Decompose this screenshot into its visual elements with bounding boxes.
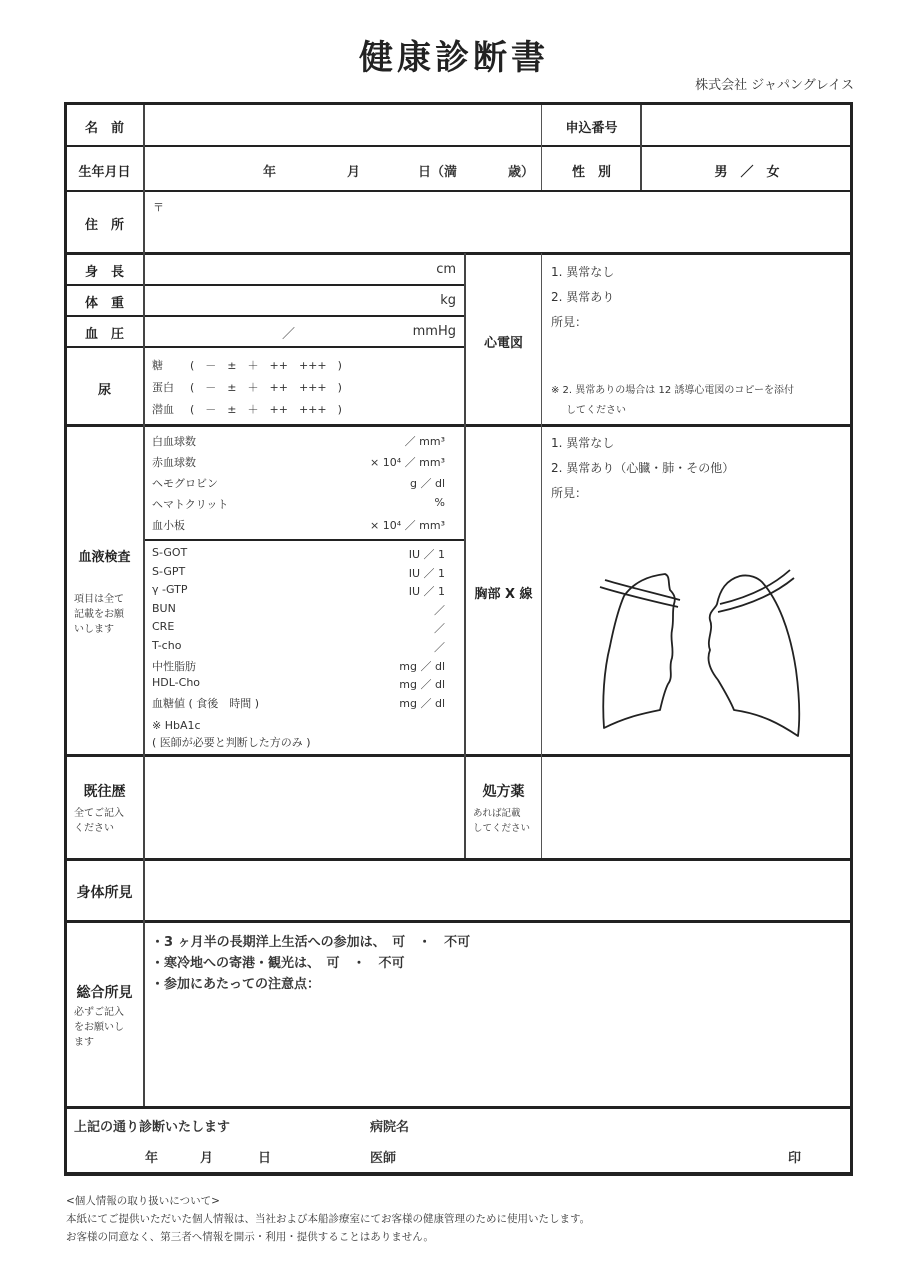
blood-test-item-name: γ -GTP: [152, 583, 188, 597]
column-divider: [541, 253, 542, 858]
privacy-line2: お客様の同意なく、第三者へ情報を開示・利用・提供することはありません。: [66, 1231, 434, 1243]
blood-pressure-label: 血 圧: [84, 327, 124, 342]
medical-history-note: [74, 806, 124, 836]
name-field[interactable]: [146, 106, 539, 144]
blood-pressure-separator: ／: [282, 327, 296, 342]
birthdate-label: 生年月日: [78, 165, 131, 180]
blood-test-item-name: S-GOT: [152, 546, 188, 559]
blood-test-item-name: ヘマトクリット: [152, 498, 229, 511]
overall-findings-label: 総合所見: [76, 985, 133, 1001]
divider: [64, 920, 853, 923]
blood-test-note-line: いします: [74, 624, 114, 635]
ecg-option-abnormal[interactable]: 2. 異常あり: [551, 290, 615, 304]
xray-option-abnormal[interactable]: 2. 異常あり（心臓・肺・その他）: [551, 461, 735, 475]
ecg-note-line2: してください: [566, 405, 626, 416]
blood-test-item-name: 血小板: [152, 519, 185, 532]
column-divider: [541, 105, 542, 190]
blood-test-item-name: ヘモグロビン: [152, 477, 218, 490]
ecg-option-normal[interactable]: 1. 異常なし: [551, 265, 615, 279]
blood-test-item-name: 白血球数: [152, 435, 196, 448]
overall-findings-note-line: 必ずご記入: [74, 1007, 124, 1018]
blood-test-note: [74, 592, 124, 637]
blood-test-item-unit: ／: [434, 641, 445, 654]
prescription-note: [473, 806, 530, 836]
birth-month-unit: 月: [347, 165, 361, 180]
privacy-line1: 本紙にてご提供いただいた個人情報は、当社および本船診療室にてお客様の健康管理のために使用いたします。: [66, 1213, 591, 1225]
birth-day-unit: 日（満: [418, 165, 458, 180]
xray-option-normal[interactable]: 1. 異常なし: [551, 436, 615, 450]
signature-month-unit: 月: [200, 1151, 214, 1166]
hospital-name-label: 病院名: [370, 1120, 410, 1135]
blood-test-label: 血液検査: [78, 550, 131, 565]
column-divider: [143, 105, 145, 1106]
divider: [64, 346, 464, 348]
medical-history-label: 既往歴: [83, 784, 126, 800]
address-label: 住 所: [84, 218, 124, 233]
blood-test-item-unit: × 10⁴ ／ mm³: [370, 519, 445, 532]
overall-findings-note: [74, 1005, 124, 1050]
sex-label: 性 別: [571, 165, 611, 180]
blood-test-item-unit: g ／ dl: [409, 477, 445, 490]
blood-test-item-unit: IU ／ 1: [408, 566, 445, 580]
height-unit: cm: [436, 262, 456, 277]
diagnosis-statement: 上記の通り診断いたします: [74, 1120, 231, 1135]
precautions-line: ・参加にあたっての注意点：: [151, 977, 321, 992]
age-unit: 歳）: [508, 165, 535, 180]
divider: [64, 252, 853, 255]
sex-options[interactable]: 男 ／ 女: [714, 165, 780, 180]
hba1c-note: ( 医師が必要と判断した方のみ ): [152, 736, 311, 749]
postal-mark: 〒: [153, 201, 164, 214]
prescription-field[interactable]: [544, 757, 851, 856]
weight-label: 体 重: [84, 296, 124, 311]
blood-test-item-name: S-GPT: [152, 564, 186, 578]
blood-test-item-name: CRE: [152, 620, 175, 634]
urine-occult-blood-name: 潜血: [152, 403, 174, 416]
name-label: 名 前: [84, 121, 124, 136]
blood-test-item-unit: mg ／ dl: [399, 678, 445, 692]
signature-day-unit: 日: [258, 1151, 272, 1166]
medical-history-note-line: 全てご記入: [74, 808, 124, 819]
blood-test-note-line: 項目は全て: [74, 594, 124, 605]
prescription-note-line: あれば記載: [473, 808, 521, 819]
blood-test-item-unit: IU ／ 1: [408, 585, 445, 599]
urine-protein-name: 蛋白: [152, 381, 174, 394]
divider: [143, 539, 464, 541]
seal-label: 印: [788, 1151, 802, 1166]
medical-history-field[interactable]: [146, 757, 462, 856]
urine-protein-scale[interactable]: ( － ± ＋ ++ +++ ): [190, 381, 342, 394]
urine-label: 尿: [97, 383, 111, 398]
signature-year-unit: 年: [145, 1151, 159, 1166]
overall-findings-note-line: ます: [74, 1037, 94, 1048]
blood-test-item-unit: ／: [434, 603, 445, 617]
ecg-findings-label: 所見：: [551, 315, 588, 329]
ecg-label: 心電図: [483, 336, 523, 351]
blood-test-item-unit: %: [434, 496, 445, 509]
medical-history-note-line: ください: [74, 823, 114, 834]
weight-unit: kg: [440, 293, 456, 308]
divider: [64, 1106, 853, 1109]
address-field[interactable]: [146, 193, 851, 250]
blood-test-item-unit: × 10⁴ ／ mm³: [370, 456, 445, 469]
application-number-label: 申込番号: [565, 121, 618, 136]
divider: [64, 424, 853, 427]
hba1c-label: ※ HbA1c: [152, 719, 201, 732]
lungs-diagram-icon: [580, 560, 810, 740]
urine-occult-blood-scale[interactable]: ( － ± ＋ ++ +++ ): [190, 403, 342, 416]
blood-test-item-unit: IU ／ 1: [408, 548, 445, 561]
blood-test-item-unit: mg ／ dl: [399, 696, 445, 710]
blood-test-item-name: HDL-Cho: [152, 676, 201, 690]
divider: [64, 315, 464, 317]
prescription-label: 処方薬: [482, 784, 525, 800]
overall-findings-note-line: をお願いし: [74, 1022, 124, 1033]
voyage-participation-line[interactable]: ・3 ヶ月半の長期洋上生活への参加は、 可 ・ 不可: [151, 935, 471, 950]
application-number-field[interactable]: [643, 106, 851, 144]
column-divider: [640, 105, 642, 190]
prescription-note-line: してください: [473, 823, 531, 834]
ecg-note-line1: ※ 2. 異常ありの場合は 12 誘導心電図のコピーを添付: [551, 385, 794, 396]
chest-xray-label: 胸部 X 線: [474, 587, 533, 602]
blood-test-item-name: 血糖値 ( 食後 時間 ): [152, 696, 260, 710]
blood-test-item-name: 赤血球数: [152, 456, 196, 469]
divider: [64, 284, 464, 286]
divider: [64, 145, 853, 147]
urine-sugar-name: 糖: [152, 359, 163, 372]
blood-test-item-name: T-cho: [152, 639, 182, 652]
height-label: 身 長: [84, 265, 124, 280]
cold-region-line[interactable]: ・寒冷地への寄港・観光は、 可 ・ 不可: [151, 956, 405, 971]
urine-sugar-scale[interactable]: ( － ± ＋ ++ +++ ): [190, 359, 342, 372]
blood-test-item-unit: mg ／ dl: [399, 659, 445, 673]
blood-test-note-line: 記載をお願: [74, 609, 124, 620]
blood-test-item-unit: ／ mm³: [404, 435, 445, 448]
document-title: 健康診断書: [359, 38, 549, 78]
physical-findings-field[interactable]: [146, 861, 851, 918]
doctor-label: 医師: [370, 1151, 397, 1166]
company-name: 株式会社 ジャパングレイス: [695, 78, 854, 93]
physical-findings-label: 身体所見: [76, 885, 133, 901]
divider: [64, 190, 853, 192]
blood-pressure-unit: mmHg: [412, 324, 456, 339]
birth-year-unit: 年: [263, 165, 277, 180]
blood-test-item-name: BUN: [152, 601, 176, 615]
privacy-heading: <個人情報の取り扱いについて>: [66, 1195, 220, 1207]
xray-findings-label: 所見：: [551, 486, 588, 500]
blood-test-item-unit: ／: [434, 622, 445, 636]
blood-test-item-name: 中性脂肪: [152, 659, 196, 673]
